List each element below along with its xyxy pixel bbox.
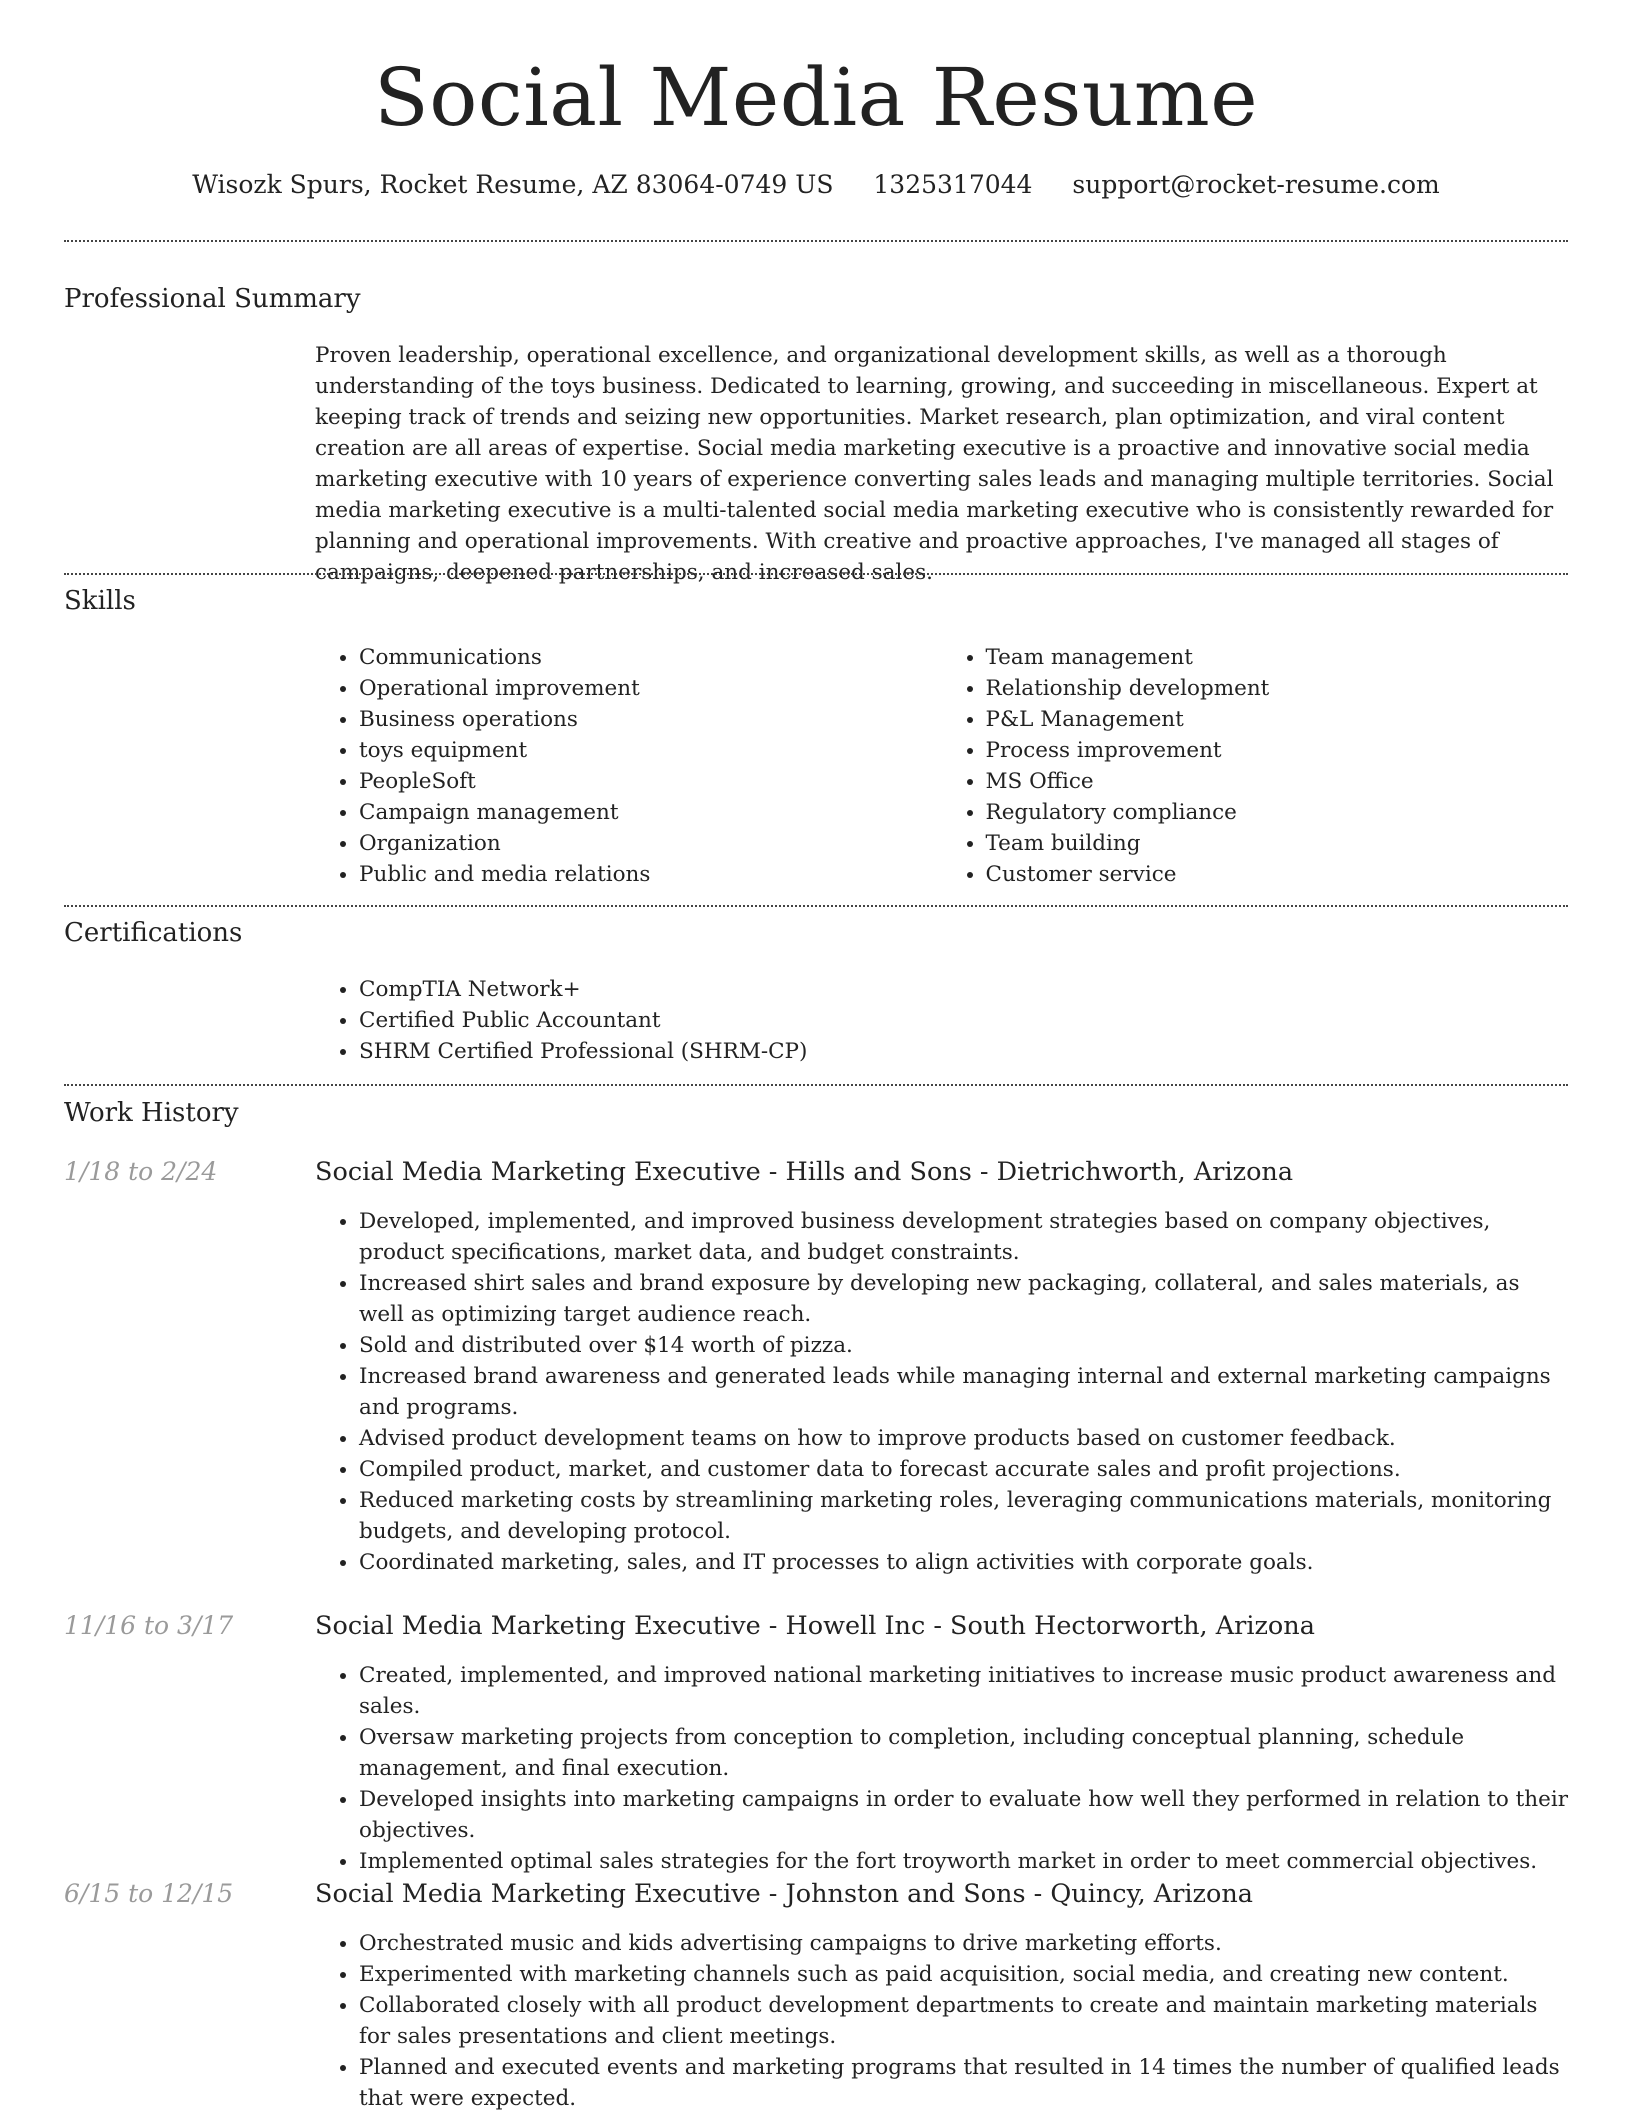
job-dates: 11/16 to 3/17 (64, 1611, 234, 1640)
skills-list-left (315, 642, 942, 890)
skills-list-right (942, 642, 1569, 890)
job-dates: 1/18 to 2/24 (64, 1157, 218, 1186)
summary-heading: Professional Summary (64, 284, 361, 314)
job-bullets (315, 1206, 1568, 1578)
skill-item: • Relationship development (986, 673, 1569, 704)
skill-item: • Public and media relations (359, 859, 942, 890)
certification-item: • CompTIA Network+ (359, 974, 1568, 1005)
skill-item: • P&L Management (986, 704, 1569, 735)
certifications-section (315, 974, 1568, 1067)
page-title: Social Media Resume (373, 51, 1259, 144)
skill-item: • Campaign management (359, 797, 942, 828)
certifications-list (315, 974, 1568, 1067)
contact-address: Wisozk Spurs, Rocket Resume, AZ 83064-0749 US (192, 170, 834, 199)
skill-item: • Team management (986, 642, 1569, 673)
skill-item: • Team building (986, 828, 1569, 859)
job-bullet: • Coordinated marketing, sales, and IT processes to align activities with corporate goals. (359, 1547, 1568, 1578)
certification-item: • Certified Public Accountant (359, 1005, 1568, 1036)
job-title: Social Media Marketing Executive - Johnston and Sons - Quincy, Arizona (315, 1879, 1253, 1909)
job-bullet: • Created, implemented, and improved national marketing initiatives to increase music product awareness and sales. (359, 1660, 1568, 1722)
skill-item: • toys equipment (359, 735, 942, 766)
certifications-heading: Certifications (64, 918, 243, 948)
contact-line (0, 168, 1632, 202)
contact-phone: 1325317044 (873, 170, 1033, 199)
skills-heading: Skills (64, 586, 136, 616)
skill-item: • MS Office (986, 766, 1569, 797)
job-bullet: • Advised product development teams on how to improve products based on customer feedback. (359, 1423, 1568, 1454)
job-bullet: • Orchestrated music and kids advertising campaigns to drive marketing efforts. (359, 1928, 1568, 1959)
skill-item: • Communications (359, 642, 942, 673)
job-bullet: • Increased brand awareness and generated leads while managing internal and external marketing campaigns and programs. (359, 1361, 1568, 1423)
job-bullet: • Developed, implemented, and improved business development strategies based on company objectives, product specifications, market data, and budget constraints. (359, 1206, 1568, 1268)
job-details (315, 1928, 1568, 2114)
job-bullet: • Experimented with marketing channels such as paid acquisition, social media, and creating new content. (359, 1959, 1568, 1990)
skills-section (315, 642, 1568, 890)
job-bullet: • Planned and executed events and marketing programs that resulted in 14 times the number of qualified leads that were expected. (359, 2052, 1568, 2114)
job-details (315, 1206, 1568, 1578)
divider (64, 905, 1568, 907)
skill-item: • Operational improvement (359, 673, 942, 704)
job-bullets (315, 1660, 1568, 1877)
skill-item: • Business operations (359, 704, 942, 735)
job-title: Social Media Marketing Executive - Hills and Sons - Dietrichworth, Arizona (315, 1157, 1294, 1187)
skill-item: • Process improvement (986, 735, 1569, 766)
skill-item: • PeopleSoft (359, 766, 942, 797)
job-title: Social Media Marketing Executive - Howell Inc - South Hectorworth, Arizona (315, 1611, 1315, 1641)
job-bullet: • Reduced marketing costs by streamlining marketing roles, leveraging communications materials, monitoring budgets, and developing protocol. (359, 1485, 1568, 1547)
summary-section (315, 340, 1568, 588)
job-bullet: • Collaborated closely with all product development departments to create and maintain marketing materials for sales presentations and client meetings. (359, 1990, 1568, 2052)
job-bullets (315, 1928, 1568, 2114)
job-bullet: • Increased shirt sales and brand exposure by developing new packaging, collateral, and sales materials, as well as optimizing target audience reach. (359, 1268, 1568, 1330)
job-details (315, 1660, 1568, 1877)
job-bullet: • Oversaw marketing projects from conception to completion, including conceptual planning, schedule management, and final execution. (359, 1722, 1568, 1784)
job-bullet: • Compiled product, market, and customer data to forecast accurate sales and profit projections. (359, 1454, 1568, 1485)
summary-text: Proven leadership, operational excellence, and organizational development skills, as well as a thorough understanding of the toys business. Dedicated to learning, growing, and succeeding in miscellaneous. Expert at keeping track of trends and seizing new opportunities. Market research, plan optimization, and viral content creation are all areas of expertise. Social media marketing executive is a proactive and innovative social media marketing executive with 10 years of experience converting sales leads and managing multiple territories. Social media marketing executive is a multi-talented social media marketing executive who is consistently rewarded for planning and operational improvements. With creative and proactive approaches, I've managed all stages of campaigns, deepened partnerships, and increased sales. (315, 343, 1554, 585)
certification-item: • SHRM Certified Professional (SHRM-CP) (359, 1036, 1568, 1067)
skill-item: • Organization (359, 828, 942, 859)
job-dates: 6/15 to 12/15 (64, 1879, 234, 1908)
skill-item: • Customer service (986, 859, 1569, 890)
job-bullet: • Developed insights into marketing campaigns in order to evaluate how well they performed in relation to their objectives. (359, 1784, 1568, 1846)
divider (64, 240, 1568, 242)
job-bullet: • Implemented optimal sales strategies for the fort troyworth market in order to meet commercial objectives. (359, 1846, 1568, 1877)
divider (64, 1084, 1568, 1086)
skill-item: • Regulatory compliance (986, 797, 1569, 828)
contact-email: support@rocket-resume.com (1072, 170, 1440, 199)
divider (64, 573, 1568, 575)
work-history-heading: Work History (64, 1098, 239, 1128)
job-bullet: • Sold and distributed over $14 worth of pizza. (359, 1330, 1568, 1361)
